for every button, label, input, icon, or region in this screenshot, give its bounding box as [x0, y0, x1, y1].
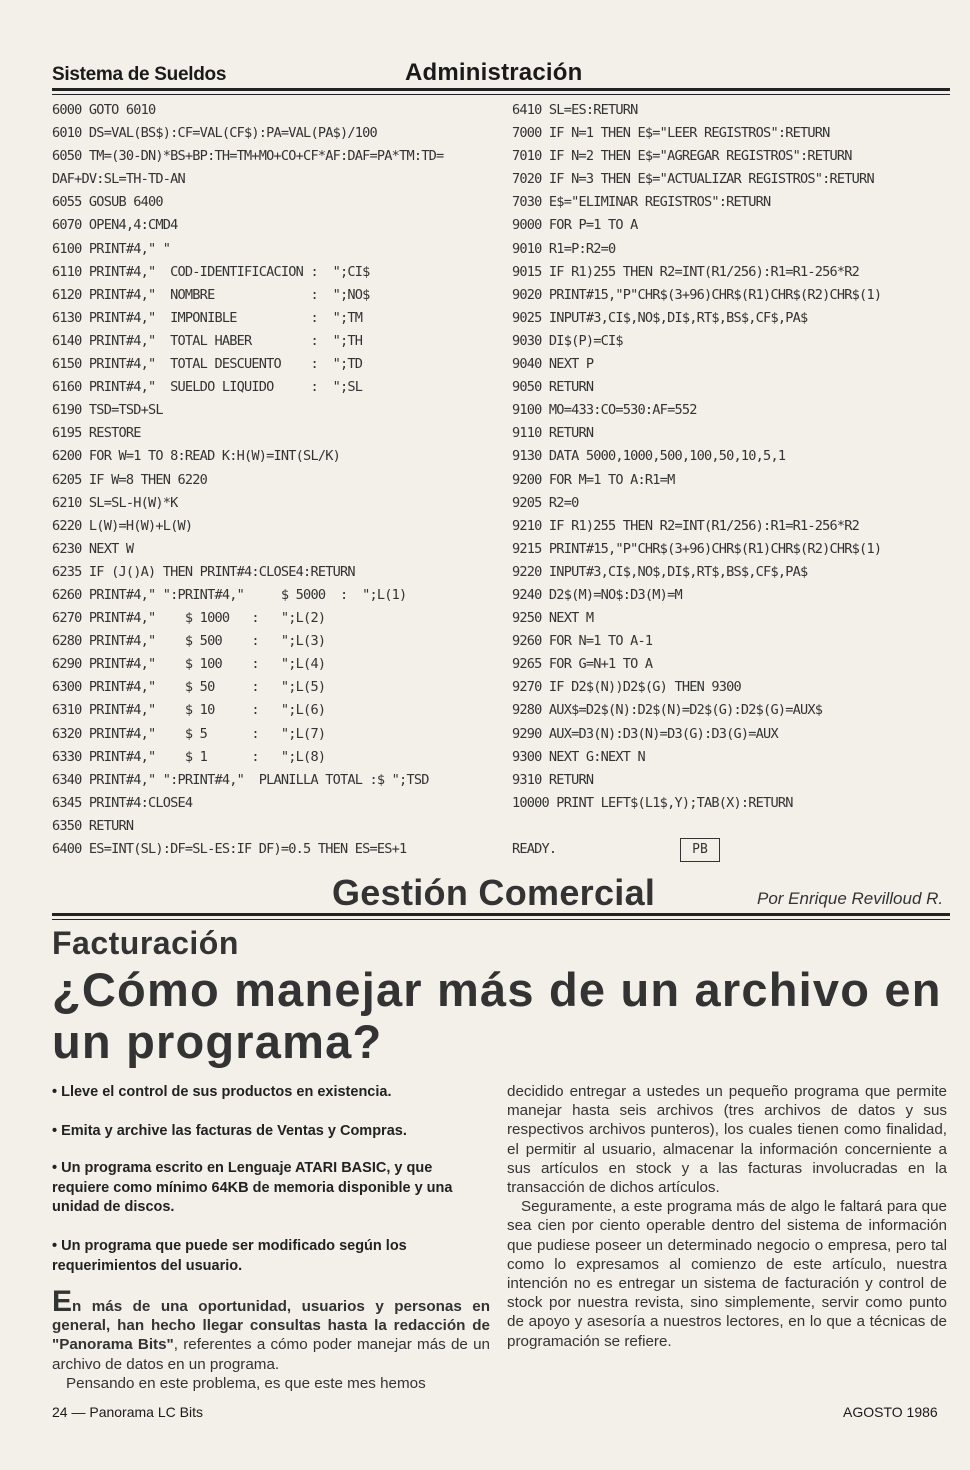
code-line: 6010 DS=VAL(BS$):CF=VAL(CF$):PA=VAL(PA$)/100 [52, 125, 377, 142]
page-footer-left: 24 — Panorama LC Bits [52, 1404, 203, 1420]
code-line: 6055 GOSUB 6400 [52, 194, 163, 211]
code-line: 9250 NEXT M [512, 610, 594, 627]
code-line: 6000 GOTO 6010 [52, 102, 156, 118]
code-line: 9010 R1=P:R2=0 [512, 240, 616, 257]
code-line: 6195 RESTORE [52, 425, 141, 442]
code-line: 9020 PRINT#15,"P"CHR$(3+96)CHR$(R1)CHR$(R2)CHR$(1) [512, 286, 882, 303]
code-line: 9205 R2=0 [512, 494, 579, 511]
code-line: 6310 PRINT#4," $ 10 : ";L(6) [52, 702, 326, 719]
code-listing-left [52, 99, 443, 861]
code-line: 9310 RETURN [512, 771, 594, 788]
bullet-point: • Lleve el control de sus productos en existencia. [52, 1084, 392, 1100]
section-title: Gestión Comercial [332, 872, 656, 913]
code-line: 9265 FOR G=N+1 TO A [512, 656, 653, 673]
code-listing-right [512, 99, 881, 861]
code-line: 6235 IF (J()A) THEN PRINT#4:CLOSE4:RETURN [52, 563, 355, 580]
bullet-point: • Un programa que puede ser modificado según los requerimientos del usuario. [52, 1238, 407, 1274]
code-line: 6070 OPEN4,4:CMD4 [52, 217, 178, 234]
code-line: 9100 MO=433:CO=530:AF=552 [512, 402, 697, 419]
code-line: 6190 TSD=TSD+SL [52, 402, 163, 419]
code-line: 6130 PRINT#4," IMPONIBLE : ";TM [52, 309, 363, 326]
code-line: 6320 PRINT#4," $ 5 : ";L(7) [52, 725, 326, 742]
bullet-point: • Un programa escrito en Lenguaje ATARI BASIC, y que requiere como mínimo 64KB de memoria disponible y una unidad de discos. [52, 1160, 453, 1215]
code-line: 9220 INPUT#3,CI$,NO$,DI$,RT$,BS$,CF$,PA$ [512, 563, 808, 580]
code-line: DAF+DV:SL=TH-TD-AN [52, 171, 185, 188]
author-byline: Por Enrique Revilloud R. [757, 889, 944, 908]
code-line: 6345 PRINT#4:CLOSE4 [52, 794, 193, 811]
header-rule-thin [52, 94, 950, 95]
code-line: 9030 DI$(P)=CI$ [512, 332, 623, 349]
code-line: 6230 NEXT W [52, 540, 134, 557]
code-line: 9025 INPUT#3,CI$,NO$,DI$,RT$,BS$,CF$,PA$ [512, 309, 808, 326]
code-line: 10000 PRINT LEFT$(L1$,Y);TAB(X):RETURN [512, 794, 793, 811]
section-header-right: Administración [405, 59, 583, 86]
code-line: 6400 ES=INT(SL):DF=SL-ES:IF DF)=0.5 THEN ES=ES+1 [52, 841, 407, 857]
code-line: 6290 PRINT#4," $ 100 : ";L(4) [52, 656, 326, 673]
code-line: 9015 IF R1)255 THEN R2=INT(R1/256):R1=R1-256*R2 [512, 263, 860, 280]
code-line: 9270 IF D2$(N))D2$(G) THEN 9300 [512, 679, 741, 696]
code-line: 7020 IF N=3 THEN E$="ACTUALIZAR REGISTROS":RETURN [512, 171, 874, 188]
page-footer-right: AGOSTO 1986 [843, 1404, 938, 1420]
code-line [512, 815, 881, 838]
code-line: 6330 PRINT#4," $ 1 : ";L(8) [52, 748, 326, 765]
code-line: 7000 IF N=1 THEN E$="LEER REGISTROS":RETURN [512, 125, 830, 142]
code-line: 6120 PRINT#4," NOMBRE : ";NO$ [52, 286, 370, 303]
body-paragraph: decidido entregar a ustedes un pequeño programa que permite manejar hasta seis archivos (tres archivos de datos y sus respectivos archivos punteros), los cuales tienen como finalidad, el permitir al usuario, almacenar la información concerniente a sus artículos en stock y a las facturas involucradas en la transacción de dichos artículos. [507, 1083, 947, 1197]
code-line: 9200 FOR M=1 TO A:R1=M [512, 471, 675, 488]
code-line: 9260 FOR N=1 TO A-1 [512, 633, 653, 650]
code-line: 6050 TM=(30-DN)*BS+BP:TH=TM+MO+CO+CF*AF:DAF=PA*TM:TD= [52, 148, 444, 165]
article-headline: ¿Cómo manejar más de un archivo en un programa? [52, 963, 942, 1068]
code-line: 6270 PRINT#4," $ 1000 : ";L(2) [52, 610, 326, 627]
code-line: 6300 PRINT#4," $ 50 : ";L(5) [52, 679, 326, 696]
code-line: 6350 RETURN [52, 817, 134, 834]
code-line: 7010 IF N=2 THEN E$="AGREGAR REGISTROS":RETURN [512, 148, 852, 165]
title-rule-thin [52, 919, 950, 920]
code-line: 6340 PRINT#4," ":PRINT#4," PLANILLA TOTAL :$ ";TSD [52, 771, 429, 788]
code-line: READY. [512, 841, 557, 857]
code-line: 6160 PRINT#4," SUELDO LIQUIDO : ";SL [52, 379, 363, 396]
code-line: 9300 NEXT G:NEXT N [512, 748, 645, 765]
intro-bold: n más de una oportunidad, usuarios y personas en general, han hecho llegar consultas hasta la redacción de "Panorama Bits" [52, 1298, 490, 1354]
code-line: 6150 PRINT#4," TOTAL DESCUENTO : ";TD [52, 356, 363, 373]
code-line: 9290 AUX=D3(N):D3(N)=D3(G):D3(G)=AUX [512, 725, 778, 742]
drop-cap: E [52, 1285, 73, 1318]
code-line: 9280 AUX$=D2$(N):D2$(N)=D2$(G):D2$(G)=AUX$ [512, 702, 823, 719]
body-column-right [507, 1082, 947, 1351]
code-line: 6410 SL=ES:RETURN [512, 102, 638, 118]
article-kicker: Facturación [52, 925, 239, 961]
title-rule [52, 913, 950, 916]
code-line: 9215 PRINT#15,"P"CHR$(3+96)CHR$(R1)CHR$(R2)CHR$(1) [512, 540, 882, 557]
code-line: 6110 PRINT#4," COD-IDENTIFICACION : ";CI$ [52, 263, 370, 280]
header-rule [52, 88, 950, 91]
intro-rest: , referentes a cómo poder manejar más de un archivo de datos en un programa. [52, 1336, 490, 1373]
code-line: 6260 PRINT#4," ":PRINT#4," $ 5000 : ";L(1) [52, 586, 407, 603]
code-line: 9130 DATA 5000,1000,500,100,50,10,5,1 [512, 448, 786, 465]
bullet-point: • Emita y archive las facturas de Ventas y Compras. [52, 1123, 407, 1139]
code-line: 6210 SL=SL-H(W)*K [52, 494, 178, 511]
code-line: 6200 FOR W=1 TO 8:READ K:H(W)=INT(SL/K) [52, 448, 340, 465]
code-line: 9050 RETURN [512, 379, 594, 396]
code-line: 9210 IF R1)255 THEN R2=INT(R1/256):R1=R1-256*R2 [512, 517, 860, 534]
code-line: 6220 L(W)=H(W)+L(W) [52, 517, 193, 534]
code-line: 6100 PRINT#4," " [52, 240, 171, 257]
intro-column [52, 1285, 490, 1393]
section-header-left: Sistema de Sueldos [52, 64, 227, 85]
code-line: 9040 NEXT P [512, 356, 594, 373]
intro-paragraph [52, 1285, 490, 1374]
code-line: 6140 PRINT#4," TOTAL HABER : ";TH [52, 332, 363, 349]
body-paragraph: Seguramente, a este programa más de algo le faltará para que sea cien por ciento operable dentro del sistema de información que pudiese poseer un determinado negocio o empresa, pero tal como lo expresamos al comienzo de este artículo, nuestra intención no es entregar un sistema de facturación y control de stock por nuestra revista, sino simplemente, servir como punto de apoyo y asesoría a nuestros lectores, en lo que a técnicas de programación se refiere. [507, 1198, 947, 1350]
code-line: 6205 IF W=8 THEN 6220 [52, 471, 208, 488]
code-line: 9240 D2$(M)=NO$:D3(M)=M [512, 586, 682, 603]
pb-badge: PB [680, 838, 720, 862]
code-line: 9110 RETURN [512, 425, 594, 442]
code-line: 6280 PRINT#4," $ 500 : ";L(3) [52, 633, 326, 650]
code-line: 9000 FOR P=1 TO A [512, 217, 638, 234]
intro-paragraph-2: Pensando en este problema, es que este mes hemos [66, 1374, 426, 1392]
code-line: 7030 E$="ELIMINAR REGISTROS":RETURN [512, 194, 771, 211]
